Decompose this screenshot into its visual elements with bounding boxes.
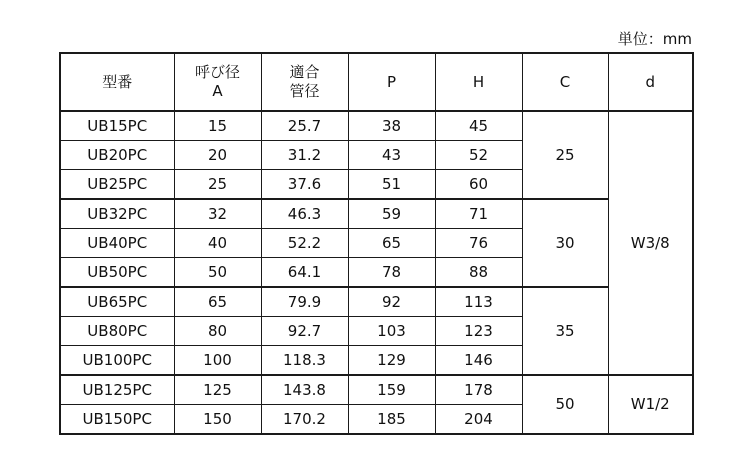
cell-model: UB40PC <box>60 229 174 258</box>
cell-d: W1/2 <box>608 375 693 434</box>
cell-p: 159 <box>348 375 435 405</box>
cell-h: 45 <box>435 111 522 141</box>
unit-label: 単位：mm <box>617 30 692 48</box>
cell-pipe: 64.1 <box>261 258 348 288</box>
cell-c: 30 <box>522 199 608 287</box>
cell-nominal: 150 <box>174 405 261 435</box>
cell-model: UB32PC <box>60 199 174 229</box>
table-row <box>60 287 693 317</box>
cell-h: 146 <box>435 346 522 376</box>
cell-p: 65 <box>348 229 435 258</box>
cell-model: UB50PC <box>60 258 174 288</box>
header-d: d <box>608 53 693 111</box>
header-pipe-line2: 管径 <box>289 82 320 100</box>
cell-d: W3/8 <box>608 111 693 375</box>
cell-model: UB150PC <box>60 405 174 435</box>
header-p: P <box>348 53 435 111</box>
header-pipe-line1: 適合 <box>289 63 320 82</box>
cell-nominal: 65 <box>174 287 261 317</box>
cell-model: UB15PC <box>60 111 174 141</box>
header-c: C <box>522 53 608 111</box>
cell-h: 204 <box>435 405 522 435</box>
cell-pipe: 52.2 <box>261 229 348 258</box>
cell-nominal: 25 <box>174 170 261 200</box>
cell-pipe: 25.7 <box>261 111 348 141</box>
table-row <box>60 375 693 405</box>
header-nominal-line2: A <box>212 82 223 100</box>
cell-pipe: 118.3 <box>261 346 348 376</box>
cell-h: 60 <box>435 170 522 200</box>
cell-model: UB125PC <box>60 375 174 405</box>
cell-model: UB80PC <box>60 317 174 346</box>
spec-table <box>59 52 694 435</box>
cell-nominal: 125 <box>174 375 261 405</box>
cell-model: UB25PC <box>60 170 174 200</box>
cell-h: 178 <box>435 375 522 405</box>
cell-model: UB100PC <box>60 346 174 376</box>
table-row <box>60 111 693 141</box>
cell-nominal: 15 <box>174 111 261 141</box>
cell-nominal: 40 <box>174 229 261 258</box>
cell-model: UB65PC <box>60 287 174 317</box>
cell-pipe: 92.7 <box>261 317 348 346</box>
cell-c: 35 <box>522 287 608 375</box>
cell-p: 43 <box>348 141 435 170</box>
cell-pipe: 46.3 <box>261 199 348 229</box>
cell-p: 38 <box>348 111 435 141</box>
cell-pipe: 31.2 <box>261 141 348 170</box>
cell-pipe: 37.6 <box>261 170 348 200</box>
cell-p: 185 <box>348 405 435 435</box>
cell-h: 52 <box>435 141 522 170</box>
header-model: 型番 <box>60 53 174 111</box>
cell-h: 88 <box>435 258 522 288</box>
cell-p: 129 <box>348 346 435 376</box>
header-pipe <box>261 53 348 111</box>
cell-nominal: 20 <box>174 141 261 170</box>
cell-nominal: 50 <box>174 258 261 288</box>
cell-c: 50 <box>522 375 608 434</box>
cell-p: 59 <box>348 199 435 229</box>
cell-p: 78 <box>348 258 435 288</box>
header-nominal-line1: 呼び径 <box>194 63 240 82</box>
cell-nominal: 80 <box>174 317 261 346</box>
cell-p: 51 <box>348 170 435 200</box>
cell-pipe: 170.2 <box>261 405 348 435</box>
cell-h: 113 <box>435 287 522 317</box>
cell-pipe: 143.8 <box>261 375 348 405</box>
cell-c: 25 <box>522 111 608 199</box>
header-h: H <box>435 53 522 111</box>
cell-h: 71 <box>435 199 522 229</box>
cell-pipe: 79.9 <box>261 287 348 317</box>
cell-p: 92 <box>348 287 435 317</box>
cell-p: 103 <box>348 317 435 346</box>
cell-h: 76 <box>435 229 522 258</box>
header-row <box>60 53 693 111</box>
cell-nominal: 32 <box>174 199 261 229</box>
table-row <box>60 199 693 229</box>
cell-nominal: 100 <box>174 346 261 376</box>
cell-h: 123 <box>435 317 522 346</box>
cell-model: UB20PC <box>60 141 174 170</box>
header-nominal <box>174 53 261 111</box>
